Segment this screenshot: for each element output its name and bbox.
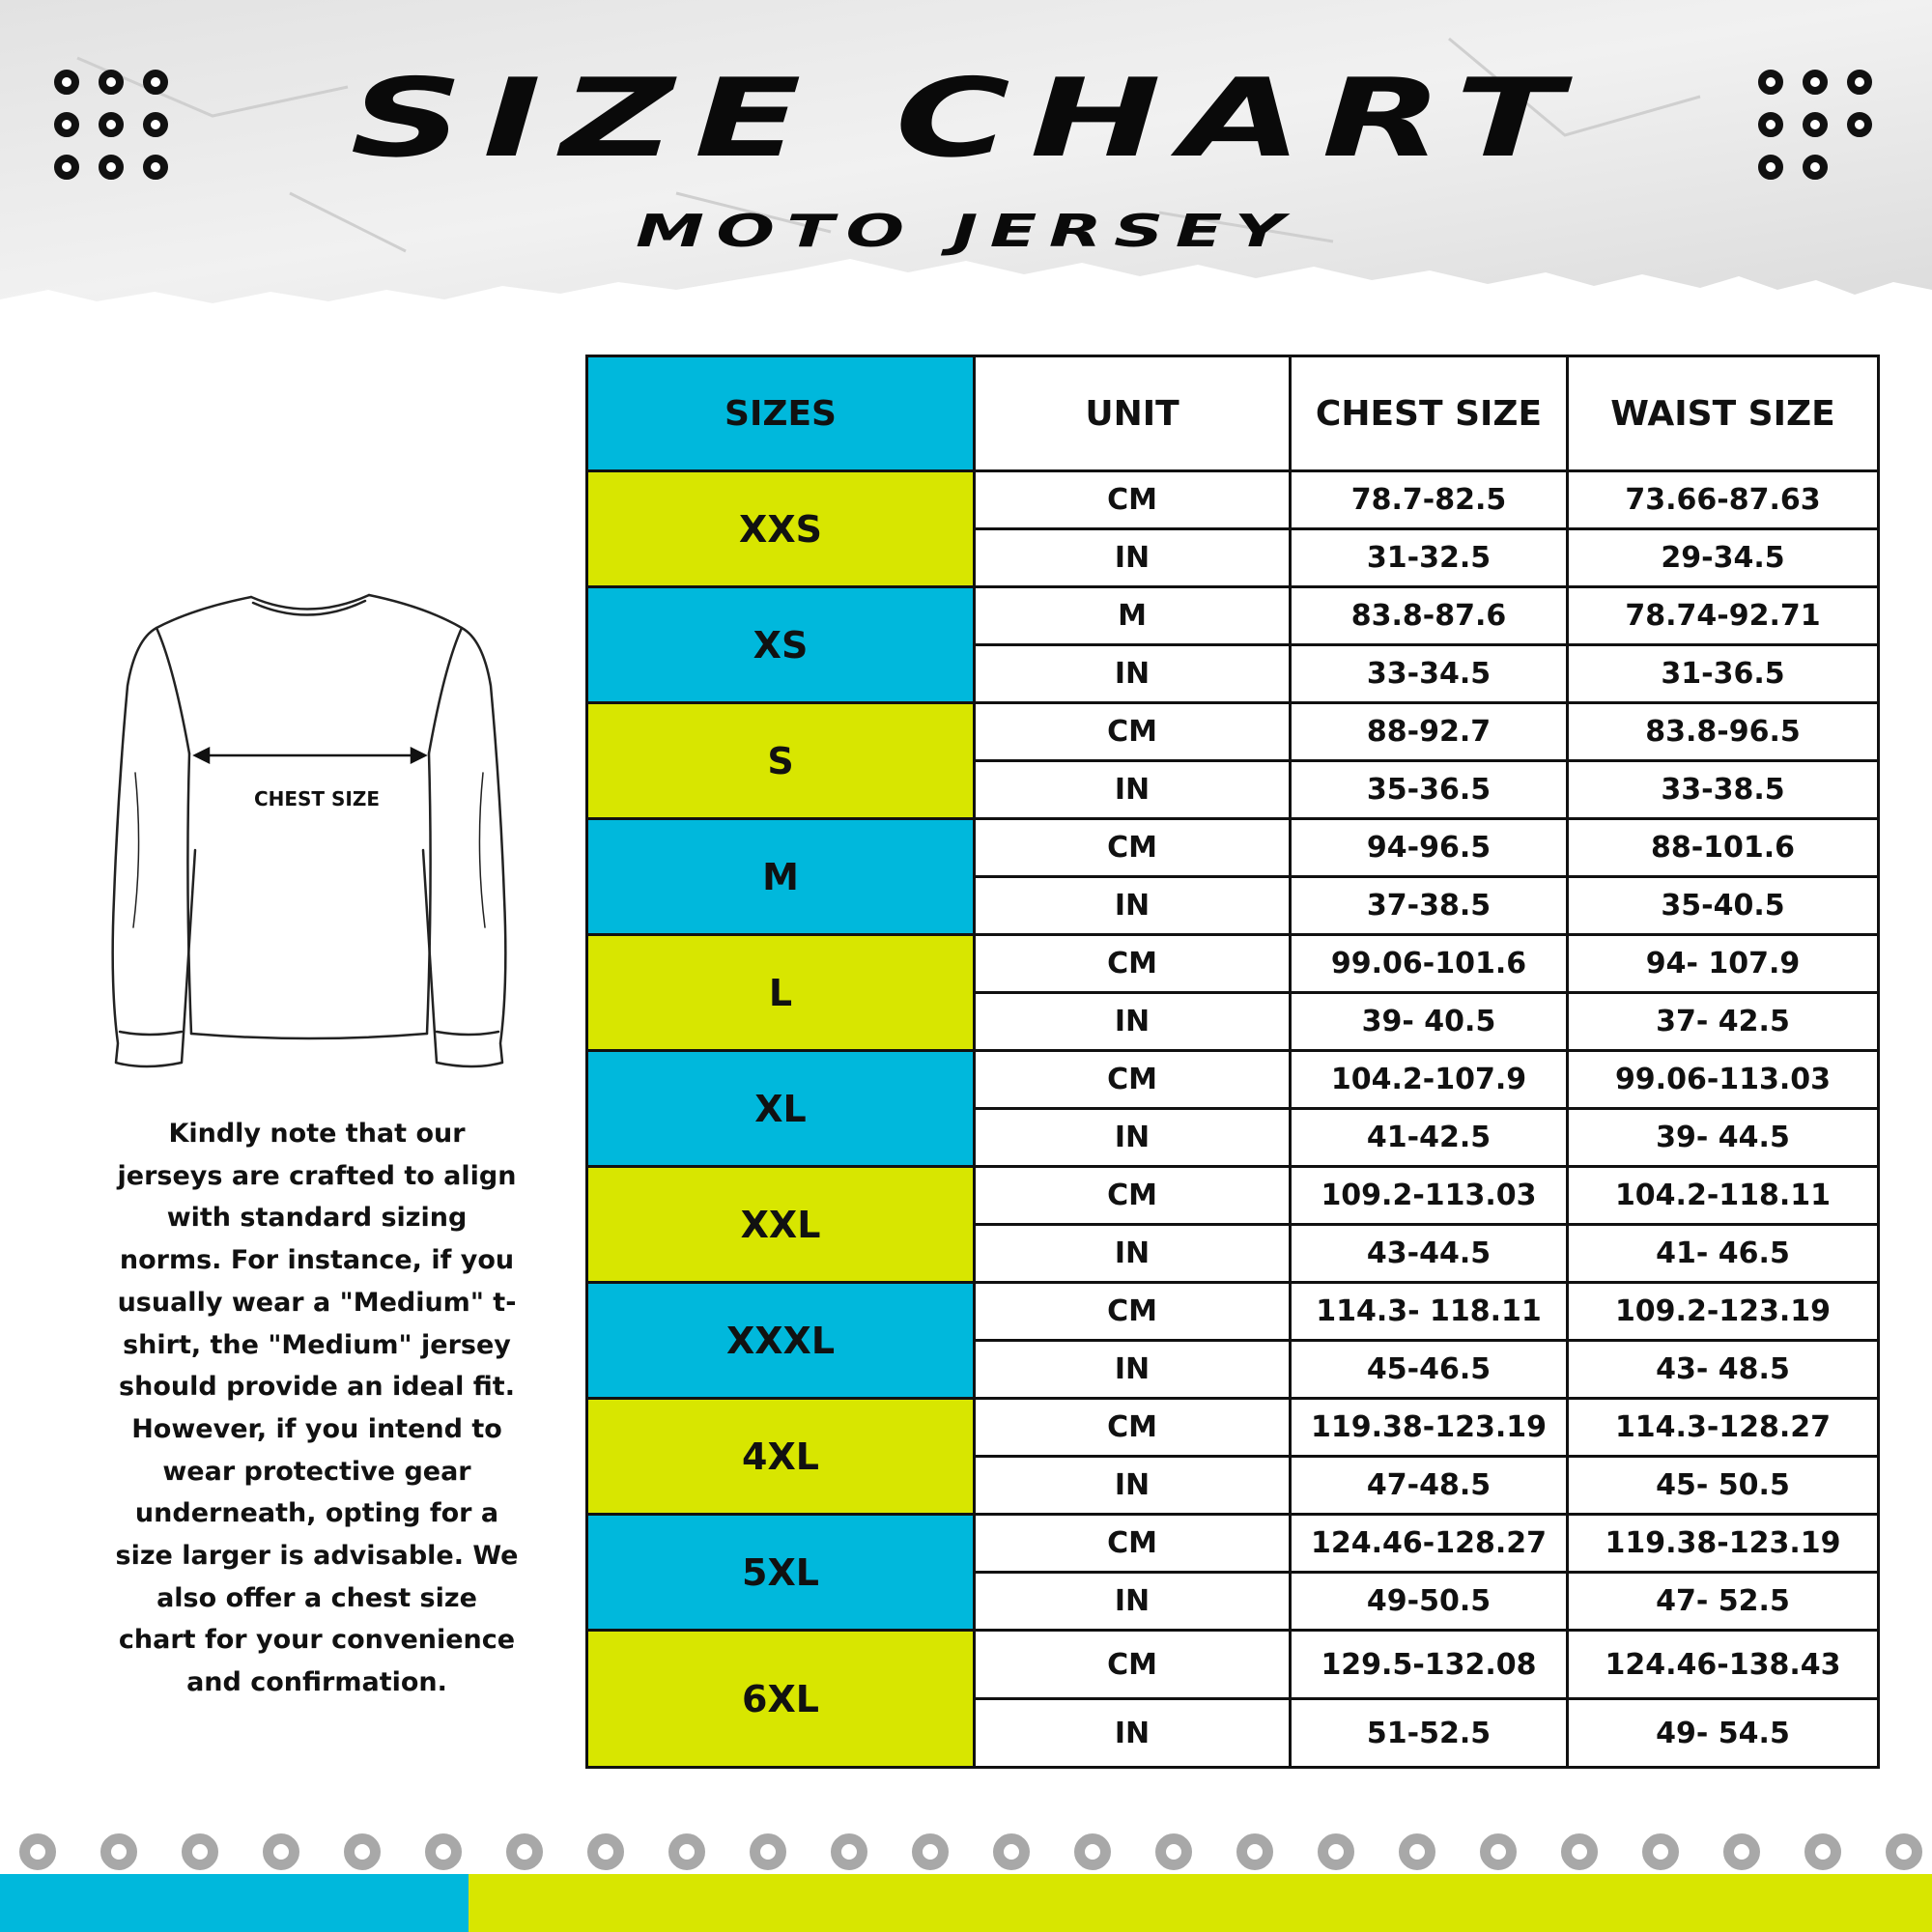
waist-cell: 31-36.5 bbox=[1568, 645, 1879, 703]
waist-cell: 29-34.5 bbox=[1568, 529, 1879, 587]
unit-cell: CM bbox=[975, 935, 1291, 993]
unit-cell: CM bbox=[975, 703, 1291, 761]
header-waist-size: WAIST SIZE bbox=[1568, 356, 1879, 471]
ring-dot bbox=[1804, 1833, 1841, 1870]
ring-dot bbox=[99, 112, 124, 137]
size-cell: XXL bbox=[587, 1167, 975, 1283]
waist-cell: 37- 42.5 bbox=[1568, 993, 1879, 1051]
size-table-body bbox=[587, 471, 1879, 1768]
waist-cell: 49- 54.5 bbox=[1568, 1699, 1879, 1768]
table-row bbox=[587, 935, 1879, 993]
waist-cell: 73.66-87.63 bbox=[1568, 471, 1879, 529]
ring-dot bbox=[1236, 1833, 1273, 1870]
unit-cell: CM bbox=[975, 1167, 1291, 1225]
unit-cell: IN bbox=[975, 1225, 1291, 1283]
chest-cell: 99.06-101.6 bbox=[1291, 935, 1568, 993]
table-row bbox=[587, 1399, 1879, 1457]
chest-cell: 124.46-128.27 bbox=[1291, 1515, 1568, 1573]
size-cell: L bbox=[587, 935, 975, 1051]
chest-cell: 31-32.5 bbox=[1291, 529, 1568, 587]
page-subtitle: MOTO JERSEY bbox=[636, 205, 1296, 257]
dot-grid-left bbox=[54, 70, 187, 180]
chest-cell: 43-44.5 bbox=[1291, 1225, 1568, 1283]
ring-dot bbox=[750, 1833, 786, 1870]
ring-dot bbox=[1803, 70, 1828, 95]
size-cell: 5XL bbox=[587, 1515, 975, 1631]
size-cell: XXS bbox=[587, 471, 975, 587]
size-cell: 6XL bbox=[587, 1631, 975, 1768]
ring-dot bbox=[1758, 155, 1783, 180]
unit-cell: M bbox=[975, 587, 1291, 645]
unit-cell: CM bbox=[975, 1399, 1291, 1457]
ring-dot bbox=[1847, 112, 1872, 137]
chest-cell: 104.2-107.9 bbox=[1291, 1051, 1568, 1109]
ring-dot bbox=[100, 1833, 137, 1870]
waist-cell: 88-101.6 bbox=[1568, 819, 1879, 877]
chest-cell: 129.5-132.08 bbox=[1291, 1631, 1568, 1699]
ring-dot bbox=[1318, 1833, 1354, 1870]
ring-dot bbox=[143, 112, 168, 137]
ring-dot bbox=[19, 1833, 56, 1870]
ring-dot bbox=[1758, 112, 1783, 137]
unit-cell: IN bbox=[975, 529, 1291, 587]
unit-cell: IN bbox=[975, 993, 1291, 1051]
ring-dot bbox=[99, 70, 124, 95]
ring-dot bbox=[506, 1833, 543, 1870]
waist-cell: 78.74-92.71 bbox=[1568, 587, 1879, 645]
ring-dot bbox=[993, 1833, 1030, 1870]
ring-dot bbox=[1561, 1833, 1598, 1870]
chest-cell: 114.3- 118.11 bbox=[1291, 1283, 1568, 1341]
waist-cell: 114.3-128.27 bbox=[1568, 1399, 1879, 1457]
ring-dot bbox=[1847, 70, 1872, 95]
page-title: SIZE CHART bbox=[350, 56, 1582, 182]
chest-cell: 35-36.5 bbox=[1291, 761, 1568, 819]
footer-bar-blue bbox=[0, 1874, 469, 1932]
chest-cell: 109.2-113.03 bbox=[1291, 1167, 1568, 1225]
table-header-row bbox=[587, 356, 1879, 471]
ring-dot bbox=[1723, 1833, 1760, 1870]
chest-cell: 45-46.5 bbox=[1291, 1341, 1568, 1399]
unit-cell: IN bbox=[975, 1699, 1291, 1768]
ring-dot bbox=[1886, 1833, 1922, 1870]
ring-dot bbox=[1642, 1833, 1679, 1870]
header-sizes: SIZES bbox=[587, 356, 975, 471]
table-row bbox=[587, 1515, 1879, 1573]
unit-cell: CM bbox=[975, 471, 1291, 529]
chest-cell: 51-52.5 bbox=[1291, 1699, 1568, 1768]
unit-cell: CM bbox=[975, 1631, 1291, 1699]
size-cell: XL bbox=[587, 1051, 975, 1167]
sizing-note: Kindly note that our jerseys are crafted to align with standard sizing norms. For instance, if you usually wear a "Medium" t-shirt, the "Medium" jersey should provide an ideal fit. However, if you intend to wear protective gear underneath, opting for a size larger is advisable. We also offer a chest size chart for your convenience and confirmation. bbox=[115, 1119, 519, 1698]
unit-cell: IN bbox=[975, 877, 1291, 935]
ring-dot bbox=[912, 1833, 949, 1870]
ring-dot bbox=[143, 70, 168, 95]
waist-cell: 45- 50.5 bbox=[1568, 1457, 1879, 1515]
ring-dot bbox=[831, 1833, 867, 1870]
waist-cell: 33-38.5 bbox=[1568, 761, 1879, 819]
ring-dot bbox=[1803, 112, 1828, 137]
waist-cell: 99.06-113.03 bbox=[1568, 1051, 1879, 1109]
size-table bbox=[585, 355, 1880, 1769]
chest-cell: 47-48.5 bbox=[1291, 1457, 1568, 1515]
waist-cell: 43- 48.5 bbox=[1568, 1341, 1879, 1399]
unit-cell: IN bbox=[975, 1341, 1291, 1399]
chest-cell: 88-92.7 bbox=[1291, 703, 1568, 761]
chest-cell: 119.38-123.19 bbox=[1291, 1399, 1568, 1457]
table-row bbox=[587, 1631, 1879, 1699]
bottom-dot-row bbox=[19, 1833, 1922, 1870]
header-unit: UNIT bbox=[975, 356, 1291, 471]
table-row bbox=[587, 819, 1879, 877]
footer-bar-yellow bbox=[469, 1874, 1932, 1932]
unit-cell: CM bbox=[975, 1515, 1291, 1573]
ring-dot bbox=[143, 155, 168, 180]
waist-cell: 119.38-123.19 bbox=[1568, 1515, 1879, 1573]
table-row bbox=[587, 703, 1879, 761]
waist-cell: 35-40.5 bbox=[1568, 877, 1879, 935]
ring-dot bbox=[668, 1833, 705, 1870]
ring-dot bbox=[1758, 70, 1783, 95]
ring-dot bbox=[1399, 1833, 1435, 1870]
ring-dot bbox=[587, 1833, 624, 1870]
ring-dot bbox=[54, 112, 79, 137]
unit-cell: IN bbox=[975, 645, 1291, 703]
chest-cell: 41-42.5 bbox=[1291, 1109, 1568, 1167]
unit-cell: IN bbox=[975, 761, 1291, 819]
dot-grid-right bbox=[1758, 70, 1891, 180]
chest-cell: 94-96.5 bbox=[1291, 819, 1568, 877]
waist-cell: 94- 107.9 bbox=[1568, 935, 1879, 993]
unit-cell: IN bbox=[975, 1457, 1291, 1515]
size-cell: 4XL bbox=[587, 1399, 975, 1515]
ring-dot bbox=[1074, 1833, 1111, 1870]
waist-cell: 104.2-118.11 bbox=[1568, 1167, 1879, 1225]
ring-dot bbox=[263, 1833, 299, 1870]
size-cell: XS bbox=[587, 587, 975, 703]
ring-dot bbox=[425, 1833, 462, 1870]
unit-cell: IN bbox=[975, 1109, 1291, 1167]
unit-cell: CM bbox=[975, 1051, 1291, 1109]
ring-dot bbox=[54, 155, 79, 180]
size-cell: S bbox=[587, 703, 975, 819]
chest-cell: 33-34.5 bbox=[1291, 645, 1568, 703]
ring-dot bbox=[344, 1833, 381, 1870]
waist-cell: 47- 52.5 bbox=[1568, 1573, 1879, 1631]
ring-dot bbox=[99, 155, 124, 180]
unit-cell: CM bbox=[975, 819, 1291, 877]
ring-dot bbox=[182, 1833, 218, 1870]
table-row bbox=[587, 1051, 1879, 1109]
unit-cell: CM bbox=[975, 1283, 1291, 1341]
table-row bbox=[587, 587, 1879, 645]
waist-cell: 109.2-123.19 bbox=[1568, 1283, 1879, 1341]
chest-size-label: CHEST SIZE bbox=[253, 787, 381, 810]
header-chest-size: CHEST SIZE bbox=[1291, 356, 1568, 471]
table-row bbox=[587, 1167, 1879, 1225]
ring-dot bbox=[1155, 1833, 1192, 1870]
waist-cell: 39- 44.5 bbox=[1568, 1109, 1879, 1167]
size-cell: M bbox=[587, 819, 975, 935]
unit-cell: IN bbox=[975, 1573, 1291, 1631]
chest-cell: 39- 40.5 bbox=[1291, 993, 1568, 1051]
chest-cell: 49-50.5 bbox=[1291, 1573, 1568, 1631]
table-row bbox=[587, 1283, 1879, 1341]
ring-dot bbox=[1480, 1833, 1517, 1870]
jersey-illustration bbox=[106, 580, 512, 1082]
chest-cell: 83.8-87.6 bbox=[1291, 587, 1568, 645]
ring-dot bbox=[1803, 155, 1828, 180]
chest-cell: 37-38.5 bbox=[1291, 877, 1568, 935]
size-cell: XXXL bbox=[587, 1283, 975, 1399]
table-row bbox=[587, 471, 1879, 529]
chest-cell: 78.7-82.5 bbox=[1291, 471, 1568, 529]
waist-cell: 41- 46.5 bbox=[1568, 1225, 1879, 1283]
waist-cell: 83.8-96.5 bbox=[1568, 703, 1879, 761]
ring-dot bbox=[54, 70, 79, 95]
waist-cell: 124.46-138.43 bbox=[1568, 1631, 1879, 1699]
